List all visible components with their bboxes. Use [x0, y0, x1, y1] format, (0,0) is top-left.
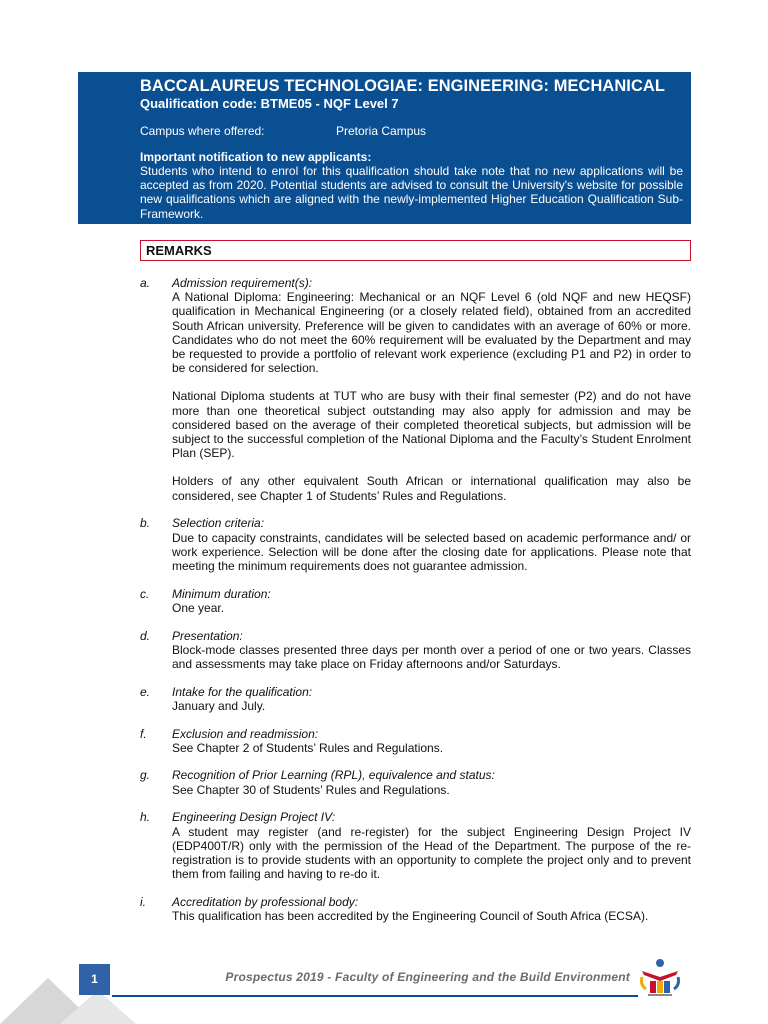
footer-rule	[112, 995, 638, 997]
campus-label: Campus where offered:	[140, 124, 265, 138]
remark-letter: a.	[140, 276, 151, 290]
notice-heading: Important notification to new applicants:	[140, 150, 372, 164]
remark-item	[140, 810, 691, 881]
university-logo-icon	[636, 955, 688, 1001]
remark-item	[140, 727, 691, 755]
remark-heading: Recognition of Prior Learning (RPL), equivalence and status:	[172, 768, 495, 783]
remark-heading: Admission requirement(s):	[172, 276, 313, 290]
remark-item	[140, 685, 691, 713]
notice-text: Students who intend to enrol for this qualification should take note that no new applications will be accepted as from 2020. Potential students are advised to consult the University's website for possible new qualifications which are aligned with the newly-implemented Higher Education Qualification Sub-Framework.	[140, 164, 683, 221]
remark-paragraph: See Chapter 30 of Students’ Rules and Regulations.	[172, 782, 450, 797]
qualification-header	[78, 72, 691, 224]
remark-heading: Engineering Design Project IV:	[172, 810, 336, 825]
remark-paragraph: One year.	[172, 600, 225, 615]
remark-letter: i.	[140, 894, 146, 909]
remark-heading: Minimum duration:	[172, 586, 271, 601]
qualification-code: Qualification code: BTME05 - NQF Level 7	[140, 96, 399, 111]
remark-item	[140, 516, 691, 573]
remark-letter: d.	[140, 628, 151, 643]
remark-paragraph: Due to capacity constraints, candidates will be selected based on academic performance and/ or work experience. Selection will be done after the closing date for applications. Please note that meeting the minimum requirements does not guarantee admission.	[172, 530, 691, 573]
remark-paragraph: This qualification has been accredited by the Engineering Council of South Africa (ECSA).	[172, 909, 649, 924]
remark-item	[140, 276, 691, 503]
remark-heading: Accreditation by professional body:	[172, 894, 359, 909]
remark-item	[140, 629, 691, 672]
remarks-list	[140, 276, 691, 937]
remark-paragraph: See Chapter 2 of Students’ Rules and Regulations.	[172, 740, 444, 755]
page-number: 1	[79, 964, 110, 995]
remark-letter: h.	[140, 810, 151, 825]
remark-heading: Selection criteria:	[172, 516, 265, 531]
remark-letter: c.	[140, 586, 150, 601]
remark-heading: Exclusion and readmission:	[172, 726, 319, 741]
campus-row	[140, 124, 683, 138]
footer-text: Prospectus 2019 - Faculty of Engineering and the Build Environment	[225, 970, 630, 984]
remark-letter: e.	[140, 684, 151, 699]
remark-paragraph: A National Diploma: Engineering: Mechanical or an NQF Level 6 (old NQF and new HEQSF) qualification in Mechanical Engineering (or a closely related field), obtained from an accredited South African university. Preference will be given to candidates with an average of 60% or more. Candidates who do not meet the 60% requirement will be evaluated by the Department and may be requested to provide a portfolio of relevant work experience (excluding P1 and P2) in order to be considered for selection.	[172, 290, 691, 376]
remark-heading: Presentation:	[172, 628, 243, 643]
remark-paragraph: January and July.	[172, 698, 266, 713]
remark-item	[140, 768, 691, 796]
remark-letter: g.	[140, 768, 151, 783]
remark-item	[140, 895, 691, 923]
campus-value: Pretoria Campus	[336, 124, 427, 138]
remark-paragraph: Holders of any other equivalent South African or international qualification may also be considered, see Chapter 1 of Students’ Rules and Regulations.	[172, 474, 691, 503]
corner-decoration	[0, 960, 140, 1024]
remark-letter: f.	[140, 726, 147, 741]
remark-paragraph: Block-mode classes presented three days per month over a period of one or two years. Classes and assessments may take place on Friday afternoons and/or Saturdays.	[172, 642, 691, 671]
remark-paragraph: National Diploma students at TUT who are busy with their final semester (P2) and do not have more than one theoretical subject outstanding may also apply for admission and may be considered based on the average of their completed theoretical subjects, but admission will be subject to the successful completion of the National Diploma and the Faculty’s Student Enrolment Plan (SEP).	[172, 389, 691, 461]
qualification-title: BACCALAUREUS TECHNOLOGIAE: ENGINEERING: MECHANICAL	[140, 77, 665, 95]
remark-heading: Intake for the qualification:	[172, 684, 313, 699]
remark-paragraph: A student may register (and re-register) for the subject Engineering Design Project IV (EDP400T/R) only with the permission of the Head of the Department. The purpose of the re-registration is to provide students with an opportunity to complete the project only and to prevent them from failing and having to re-do it.	[172, 824, 691, 882]
remark-letter: b.	[140, 516, 151, 531]
remarks-heading: REMARKS	[140, 240, 691, 261]
remark-item	[140, 587, 691, 615]
